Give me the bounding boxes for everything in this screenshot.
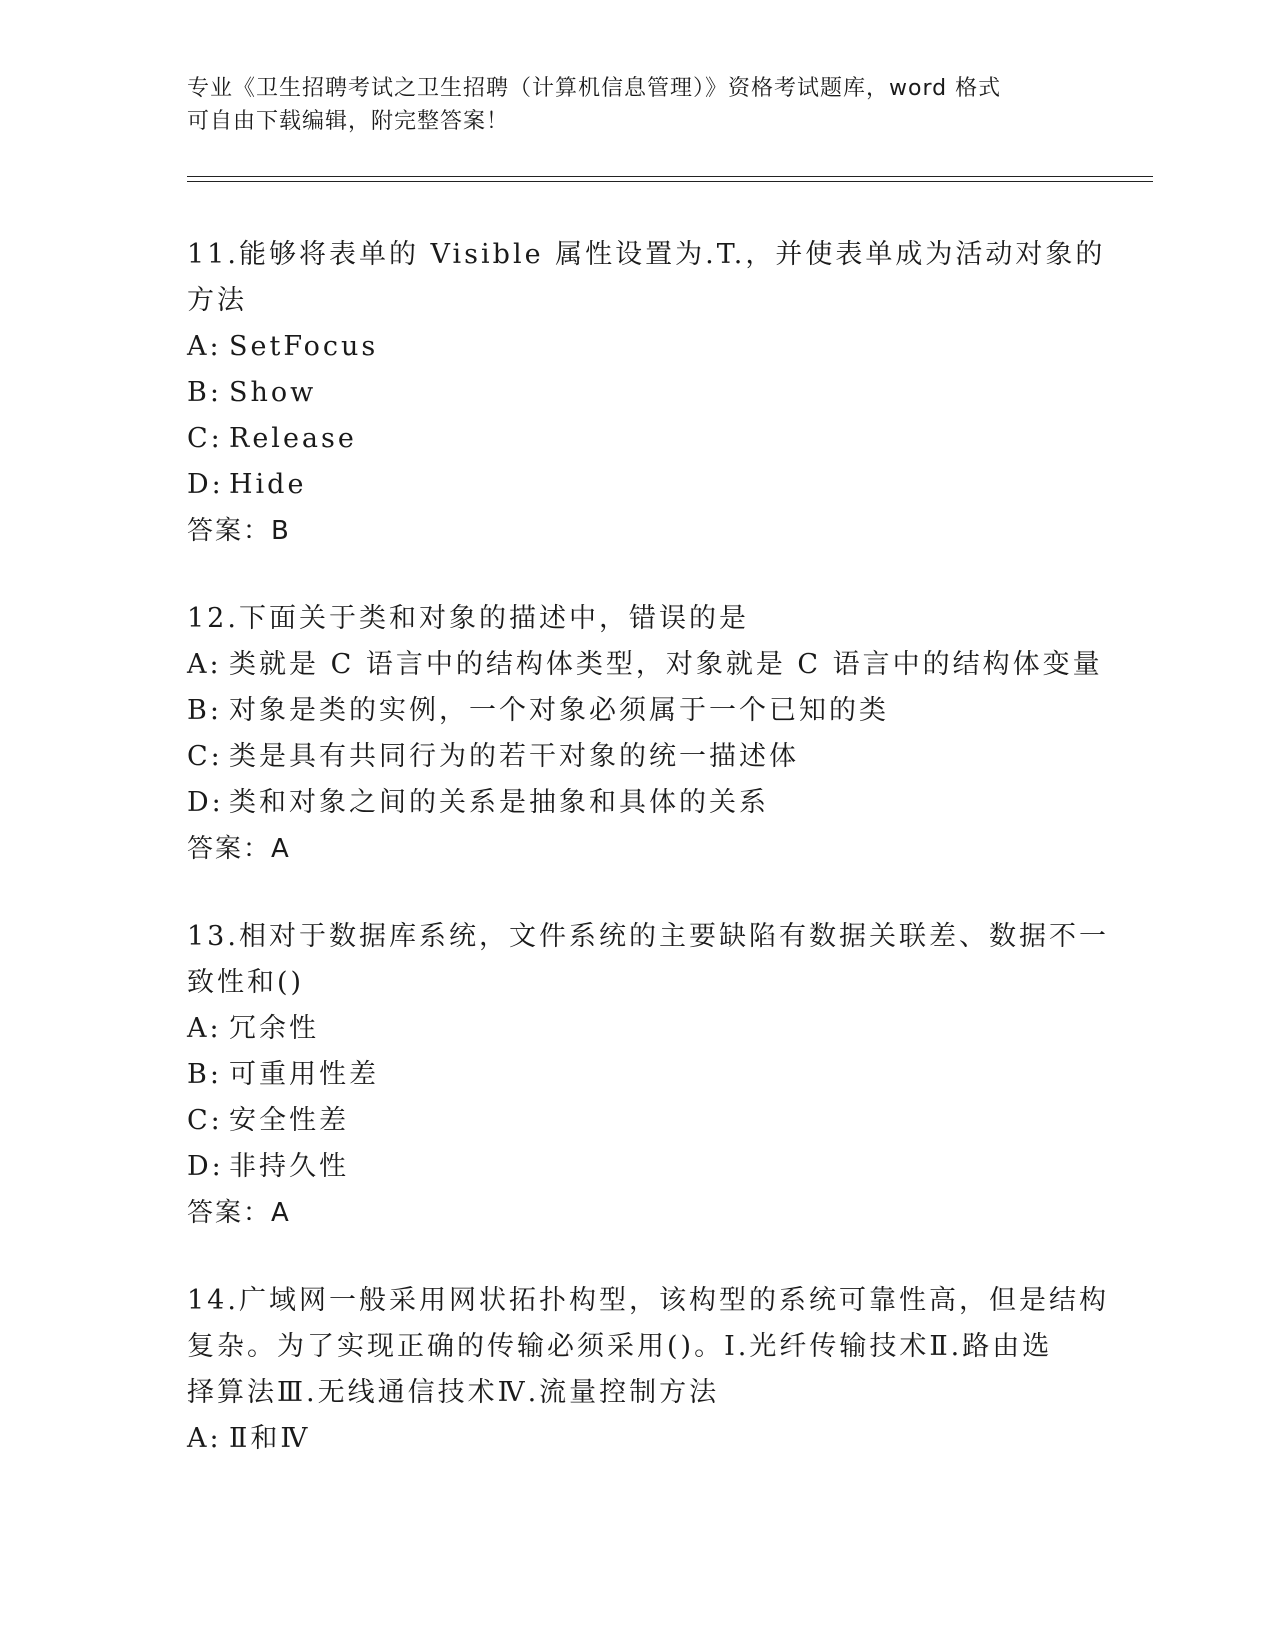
option-c xyxy=(187,734,1087,780)
option-a xyxy=(187,1006,1087,1052)
question-12 xyxy=(187,596,1103,872)
spacer xyxy=(187,554,1087,596)
option-label: C: xyxy=(187,741,223,772)
option-text: 类是具有共同行为的若干对象的统一描述体 xyxy=(229,741,799,772)
question-stem xyxy=(187,1278,1109,1416)
stem-line: 方法 xyxy=(187,285,247,316)
option-c xyxy=(187,416,1087,462)
header-line: 专业《卫生招聘考试之卫生招聘（计算机信息管理）》资格考试题库，word 格式 xyxy=(187,76,1002,101)
option-label: D: xyxy=(187,1151,224,1182)
stem-line: 13.相对于数据库系统，文件系统的主要缺陷有数据关联差、数据不一 xyxy=(187,921,1109,952)
question-14 xyxy=(187,1278,1109,1462)
stem-line: 致性和() xyxy=(187,967,305,998)
option-b xyxy=(187,688,1087,734)
stem-line: 11.能够将表单的 Visible 属性设置为.T.，并使表单成为活动对象的 xyxy=(187,239,1106,270)
option-text: 类就是 C 语言中的结构体类型，对象就是 C 语言中的结构体变量 xyxy=(229,649,1103,680)
option-label: D: xyxy=(187,469,224,500)
option-label: D: xyxy=(187,787,224,818)
option-label: A: xyxy=(187,331,222,362)
document-header xyxy=(187,72,1067,138)
option-text: 类和对象之间的关系是抽象和具体的关系 xyxy=(229,787,769,818)
question-list xyxy=(187,232,1109,1462)
option-d xyxy=(187,462,1087,508)
option-label: C: xyxy=(187,423,223,454)
option-label: B: xyxy=(187,1059,222,1090)
question-stem xyxy=(187,914,1109,1006)
header-divider xyxy=(187,176,1153,177)
question-11 xyxy=(187,232,1106,554)
answer-line: 答案：B xyxy=(187,516,291,546)
option-text: 对象是类的实例，一个对象必须属于一个已知的类 xyxy=(229,695,889,726)
option-a xyxy=(187,1416,1087,1462)
option-a xyxy=(187,642,1103,688)
option-text: Hide xyxy=(229,469,307,500)
option-b xyxy=(187,370,1087,416)
option-label: C: xyxy=(187,1105,223,1136)
option-text: 非持久性 xyxy=(229,1151,349,1182)
option-label: A: xyxy=(187,1423,222,1454)
answer-line: 答案：A xyxy=(187,1198,291,1228)
option-label: B: xyxy=(187,377,222,408)
stem-line: 12.下面关于类和对象的描述中，错误的是 xyxy=(187,603,749,634)
spacer xyxy=(187,1236,1087,1278)
option-text: Show xyxy=(229,377,317,408)
header-line: 可自由下载编辑，附完整答案！ xyxy=(187,109,510,134)
question-stem xyxy=(187,232,1106,324)
spacer xyxy=(187,872,1087,914)
stem-line: 复杂。为了实现正确的传输必须采用()。Ⅰ.光纤传输技术Ⅱ.路由选 xyxy=(187,1331,1053,1362)
option-a xyxy=(187,324,1087,370)
option-text: SetFocus xyxy=(229,331,379,362)
option-label: B: xyxy=(187,695,222,726)
option-text: 冗余性 xyxy=(229,1013,319,1044)
header-divider xyxy=(187,181,1153,182)
option-text: Ⅱ和Ⅳ xyxy=(229,1423,311,1454)
option-c xyxy=(187,1098,1087,1144)
option-text: 安全性差 xyxy=(229,1105,349,1136)
option-label: A: xyxy=(187,649,222,680)
stem-line: 14.广域网一般采用网状拓扑构型，该构型的系统可靠性高，但是结构 xyxy=(187,1285,1109,1316)
option-label: A: xyxy=(187,1013,222,1044)
question-13 xyxy=(187,914,1109,1236)
answer-line: 答案：A xyxy=(187,834,291,864)
option-d xyxy=(187,780,1087,826)
option-text: Release xyxy=(229,423,357,454)
option-d xyxy=(187,1144,1087,1190)
question-stem xyxy=(187,596,1087,642)
option-text: 可重用性差 xyxy=(229,1059,379,1090)
stem-line: 择算法Ⅲ.无线通信技术Ⅳ.流量控制方法 xyxy=(187,1377,720,1408)
option-b xyxy=(187,1052,1087,1098)
